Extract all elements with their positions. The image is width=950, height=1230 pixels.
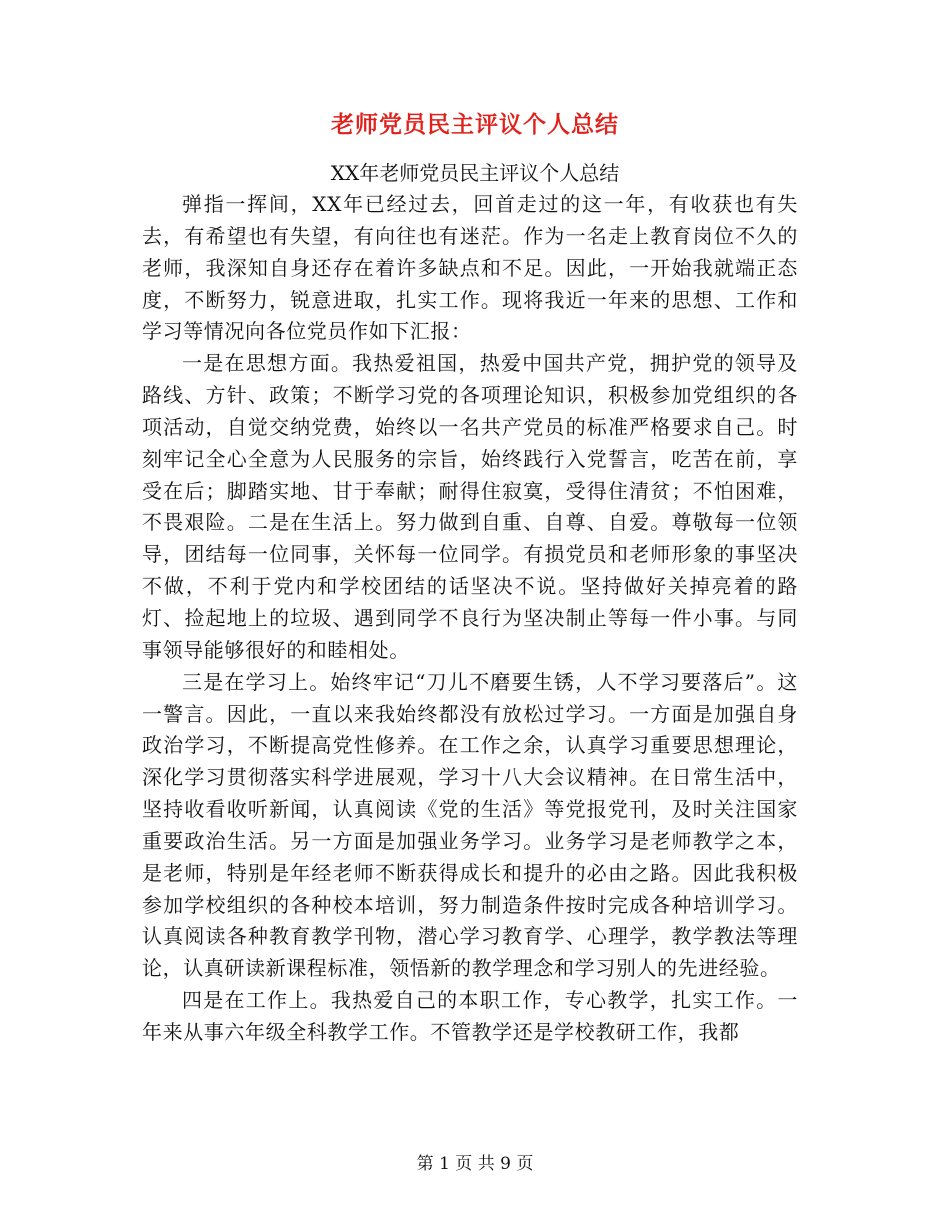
total-pages-number: 9 (500, 1154, 511, 1174)
paragraph-work: 四是在工作上。我热爱自己的本职工作，专心教学，扎实工作。一年来从事六年级全科教学工作。不管教学还是学校教研工作，我都 (142, 988, 798, 1044)
current-page-number: 1 (439, 1154, 450, 1174)
document-body (142, 189, 798, 1049)
paragraph-intro: 弹指一挥间，XX年已经过去，回首走过的这一年，有收获也有失去，有希望也有失望，有向往也有迷茫。作为一名走上教育岗位不久的老师，我深知自身还存在着许多缺点和不足。因此，一开始我就端正态度，不断努力，锐意进取，扎实工作。现将我近一年来的思想、工作和学习等情况向各位党员作如下汇报： (142, 192, 798, 344)
document-subtitle: XX年老师党员民主评议个人总结 (330, 161, 620, 185)
paragraph-ideology-life: 一是在思想方面。我热爱祖国，热爱中国共产党，拥护党的领导及路线、方针、政策；不断学习党的各项理论知识，积极参加党组织的各项活动，自觉交纳党费，始终以一名共产党员的标准严格要求自己。时刻牢记全心全意为人民服务的宗旨，始终践行入党誓言，吃苦在前，享受在后；脚踏实地、甘于奉献；耐得住寂寞，受得住清贫；不怕困难，不畏艰险。二是在生活上。努力做到自重、自尊、自爱。尊敬每一位领导，团结每一位同事，关怀每一位同学。有损党员和老师形象的事坚决不做，不利于党内和学校团结的话坚决不说。坚持做好关掉亮着的路灯、捡起地上的垃圾、遇到同学不良行为坚决制止等每一件小事。与同事领导能够很好的和睦相处。 (142, 351, 798, 662)
paragraph-study: 三是在学习上。始终牢记“刀儿不磨要生锈，人不学习要落后”。这一警言。因此，一直以来我始终都没有放松过学习。一方面是加强自身政治学习，不断提高党性修养。在工作之余，认真学习重要思想理论，深化学习贯彻落实科学进展观，学习十八大会议精神。在日常生活中，坚持收看收听新闻，认真阅读《党的生活》等党报党刊，及时关注国家重要政治生活。另一方面是加强业务学习。业务学习是老师教学之本，是老师，特别是年经老师不断获得成长和提升的必由之路。因此我积极参加学校组织的各种校本培训，努力制造条件按时完成各种培训学习。认真阅读各种教育教学刊物，潜心学习教育学、心理学，教学教法等理论，认真研读新课程标准，领悟新的教学理念和学习别人的先进经验。 (142, 669, 798, 981)
page-middle: 页 共 (455, 1154, 495, 1174)
page-footer (0, 1152, 950, 1176)
document-title: 老师党员民主评议个人总结 (331, 111, 619, 138)
page-suffix: 页 (516, 1154, 534, 1174)
page-prefix: 第 (416, 1154, 434, 1174)
